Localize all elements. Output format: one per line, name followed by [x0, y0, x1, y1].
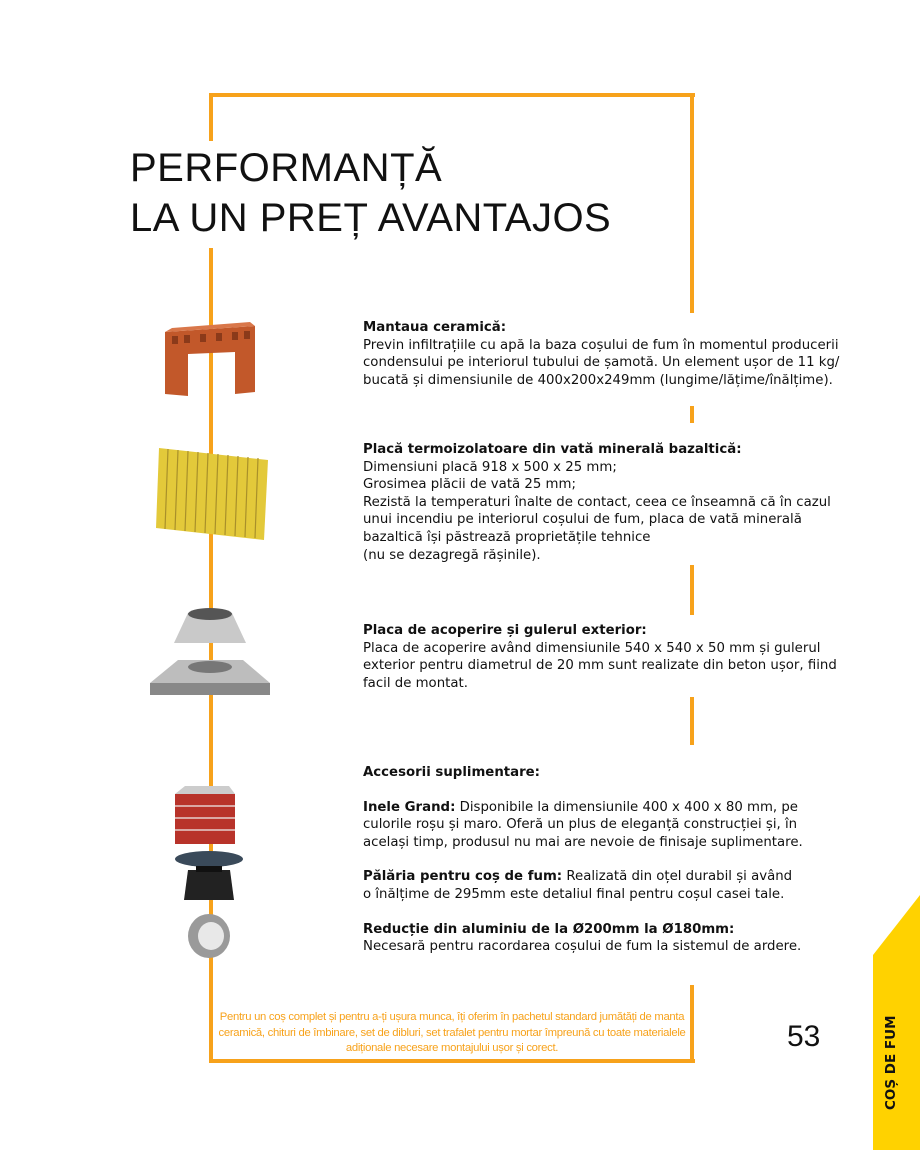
aluminium-reducer-image — [186, 912, 232, 960]
frame-right-top — [690, 93, 694, 313]
chimney-cap-image — [174, 850, 244, 906]
frame-left-top — [209, 93, 213, 141]
accessory-grand-rings: Inele Grand: Disponibile la dimensiunile 400 x 400 x 80 mm, pe culorile roșu și maro. Oferă un plus de eleganță construcției și, în același timp, produsul nu mai are nevoie de finisaje suplimentare. — [363, 799, 803, 850]
side-tab-label: COȘ DE FUM — [883, 1015, 899, 1110]
section-ceramic-mantle — [363, 319, 843, 389]
frame-bottom — [209, 1059, 695, 1063]
page-number: 53 — [787, 1020, 821, 1053]
text-line: unui incendiu pe interiorul coșului de fum, placa de vată minerală — [363, 512, 802, 528]
section-heading: Mantaua ceramică: — [363, 320, 507, 335]
mineral-wool-board-image — [156, 446, 271, 542]
text-line: facil de montat. — [363, 675, 468, 691]
text-line: Previn infiltrațiile cu apă la baza coșului de fum în momentul producerii — [363, 337, 839, 353]
package-note: Pentru un coș complet și pentru a-ți ușura munca, îți oferim în pachetul standard jumătăți de manta ceramică, chituri de îmbinare, set de dibluri, set trafalet pentru mortar împreună cu toate materialele adiționale necesare montajului ușor și corect. — [218, 1011, 686, 1054]
text-line: Grosimea plăcii de vată 25 mm; — [363, 477, 576, 493]
text-line: exterior pentru diametrul de 20 mm sunt realizate din beton ușor, fiind — [363, 658, 837, 674]
frame-right-bottom — [690, 985, 694, 1063]
ceramic-mantle-image — [160, 322, 260, 398]
accessory-reducer: Reducție din aluminiu de la Ø200mm la Ø180mm: Necesară pentru racordarea coșului de fum la sistemul de ardere. — [363, 921, 802, 955]
text-line: bazaltică își păstrează proprietățile tehnice — [363, 529, 651, 545]
text-line: bucată și dimensiunile de 400x200x249mm (lungime/lățime/înălțime). — [363, 372, 833, 388]
section-mineral-wool — [363, 441, 843, 564]
text-line: Dimensiuni placă 918 x 500 x 25 mm; — [363, 459, 617, 475]
section-heading: Placa de acoperire și gulerul exterior: — [363, 623, 647, 638]
cover-plate-collar-image — [148, 605, 272, 697]
frame-top — [209, 93, 695, 97]
section-heading: Accesorii suplimentare: — [363, 765, 541, 780]
accessory-chimney-cap: Pălăria pentru coș de fum: Realizată din oțel durabil și având o înălțime de 295mm este detaliul final pentru coșul casei tale. — [363, 869, 793, 902]
frame-dash — [690, 406, 694, 423]
text-line: Rezistă la temperaturi înalte de contact, ceea ce înseamnă că în cazul — [363, 494, 831, 510]
text-line: condensului pe interiorul tubului de șamotă. Un element ușor de 11 kg/ — [363, 355, 840, 371]
frame-dash — [690, 565, 694, 615]
frame-dash — [690, 697, 694, 745]
page-title: PERFORMANȚĂ LA UN PREȚ AVANTAJOS — [130, 146, 612, 240]
grand-rings-image — [173, 786, 237, 846]
text-line: (nu se dezagregă rășinile). — [363, 547, 541, 563]
section-heading: Placă termoizolatoare din vată minerală bazaltică: — [363, 442, 742, 457]
text-line: Placa de acoperire având dimensiunile 540 x 540 x 50 mm și gulerul — [363, 640, 821, 656]
section-cover-plate — [363, 622, 843, 692]
section-accessories — [363, 764, 803, 956]
